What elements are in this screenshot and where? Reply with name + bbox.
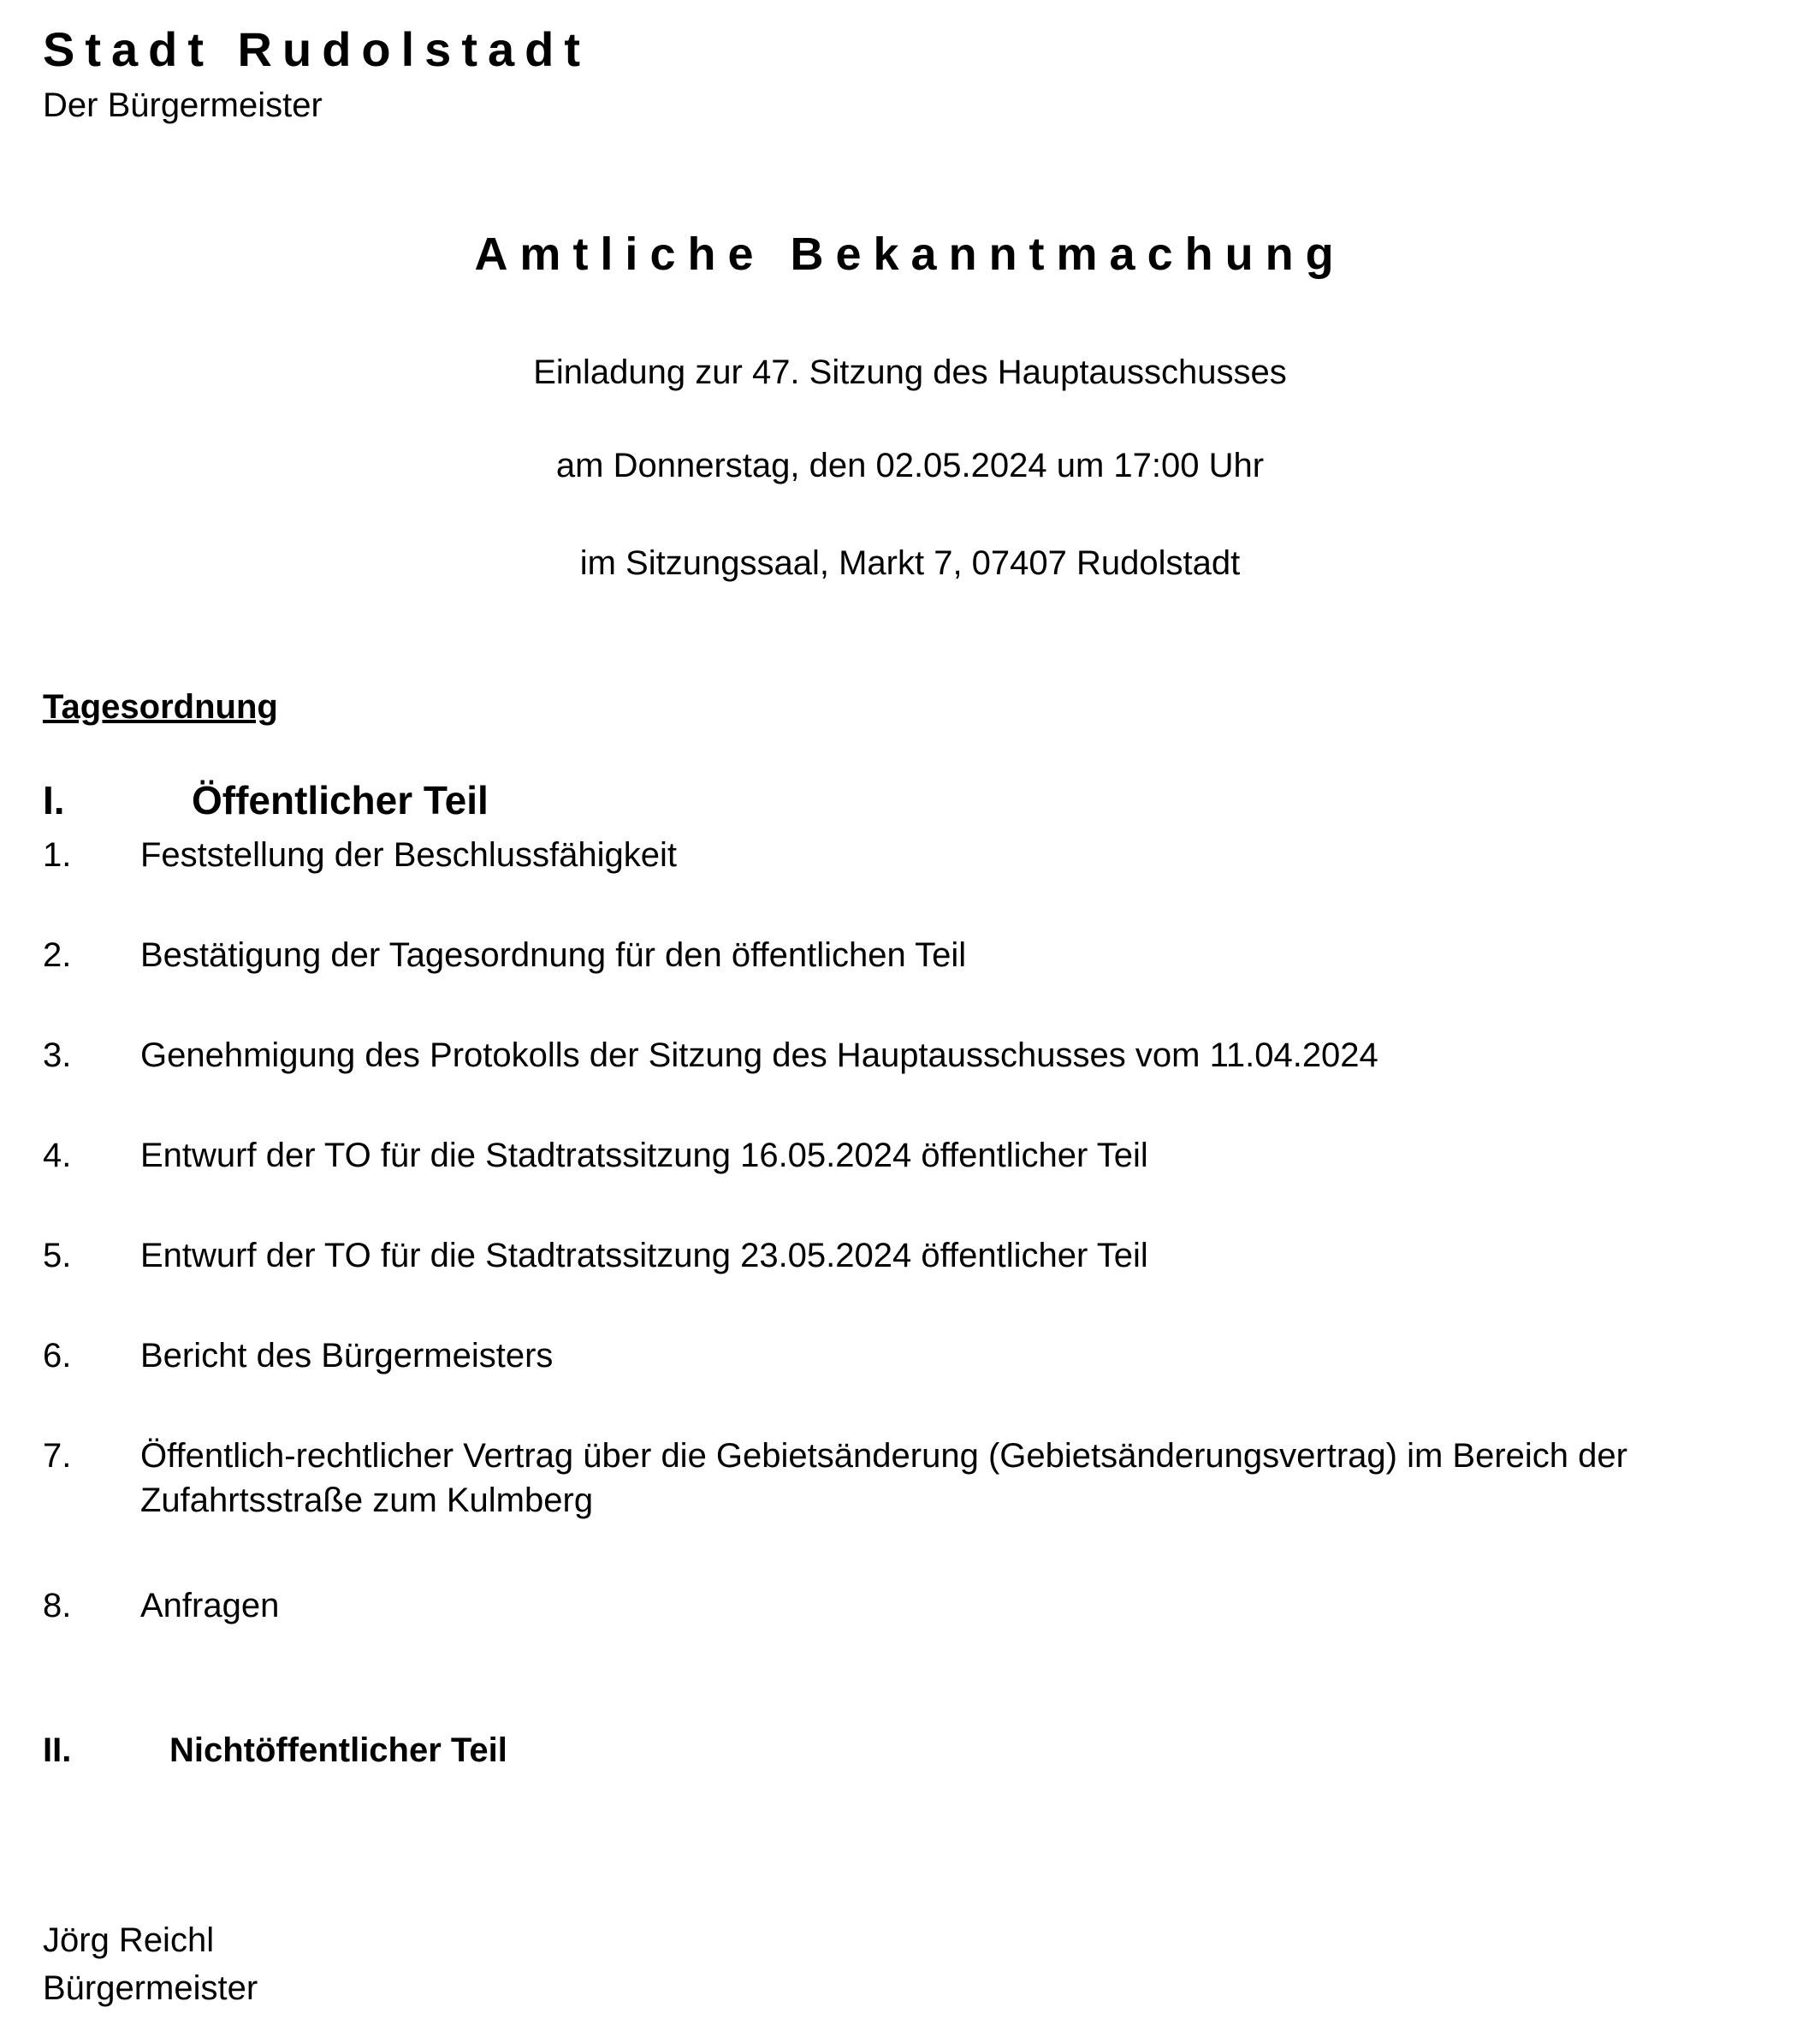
section-number: II. [43, 1731, 72, 1769]
agenda-item-text: Genehmigung des Protokolls der Sitzung des Hauptausschusses vom 11.04.2024 [140, 1036, 1378, 1074]
section-title: Nichtöffentlicher Teil [169, 1731, 507, 1769]
signer-name: Jörg Reichl [43, 1921, 215, 1959]
agenda-item-number: 6. [43, 1337, 72, 1375]
document-title: Amtliche Bekanntmachung [474, 229, 1346, 280]
agenda-item-number: 4. [43, 1137, 72, 1174]
agenda-item-number: 1. [43, 836, 72, 874]
meeting-location-line: im Sitzungssaal, Markt 7, 07407 Rudolstadt [579, 544, 1241, 582]
agenda-item-text: Anfragen [140, 1587, 280, 1624]
meeting-date-line: am Donnerstag, den 02.05.2024 um 17:00 Uhr [555, 447, 1265, 484]
agenda-item-number: 2. [43, 936, 72, 974]
agenda-item-number: 5. [43, 1237, 72, 1274]
agenda-item-text: Bericht des Bürgermeisters [140, 1337, 554, 1375]
organization-name: Stadt Rudolstadt [43, 22, 590, 76]
agenda-item-text: Entwurf der TO für die Stadtratssitzung 16.05.2024 öffentlicher Teil [140, 1137, 1148, 1174]
invitation-line: Einladung zur 47. Sitzung des Hauptausschusses [533, 353, 1287, 391]
section-title: Öffentlicher Teil [192, 778, 489, 822]
agenda-item-number: 8. [43, 1587, 72, 1624]
agenda-item-text: Öffentlich-rechtlicher Vertrag über die Gebietsänderung (Gebietsänderungsvertrag) im Bereich der Zufahrtsstraße zum Kulmberg [140, 1437, 1627, 1519]
agenda-item-text: Bestätigung der Tagesordnung für den öffentlichen Teil [140, 936, 967, 974]
section-number: I. [43, 778, 65, 822]
agenda-heading: Tagesordnung [43, 688, 278, 726]
agenda-item-text: Feststellung der Beschlussfähigkeit [140, 836, 677, 874]
agenda-item-number: 7. [43, 1437, 72, 1475]
agenda-item-text: Entwurf der TO für die Stadtratssitzung 23.05.2024 öffentlicher Teil [140, 1237, 1148, 1274]
signer-role: Bürgermeister [43, 1969, 258, 2007]
organization-subtitle: Der Bürgermeister [43, 86, 323, 124]
agenda-item-number: 3. [43, 1036, 72, 1074]
